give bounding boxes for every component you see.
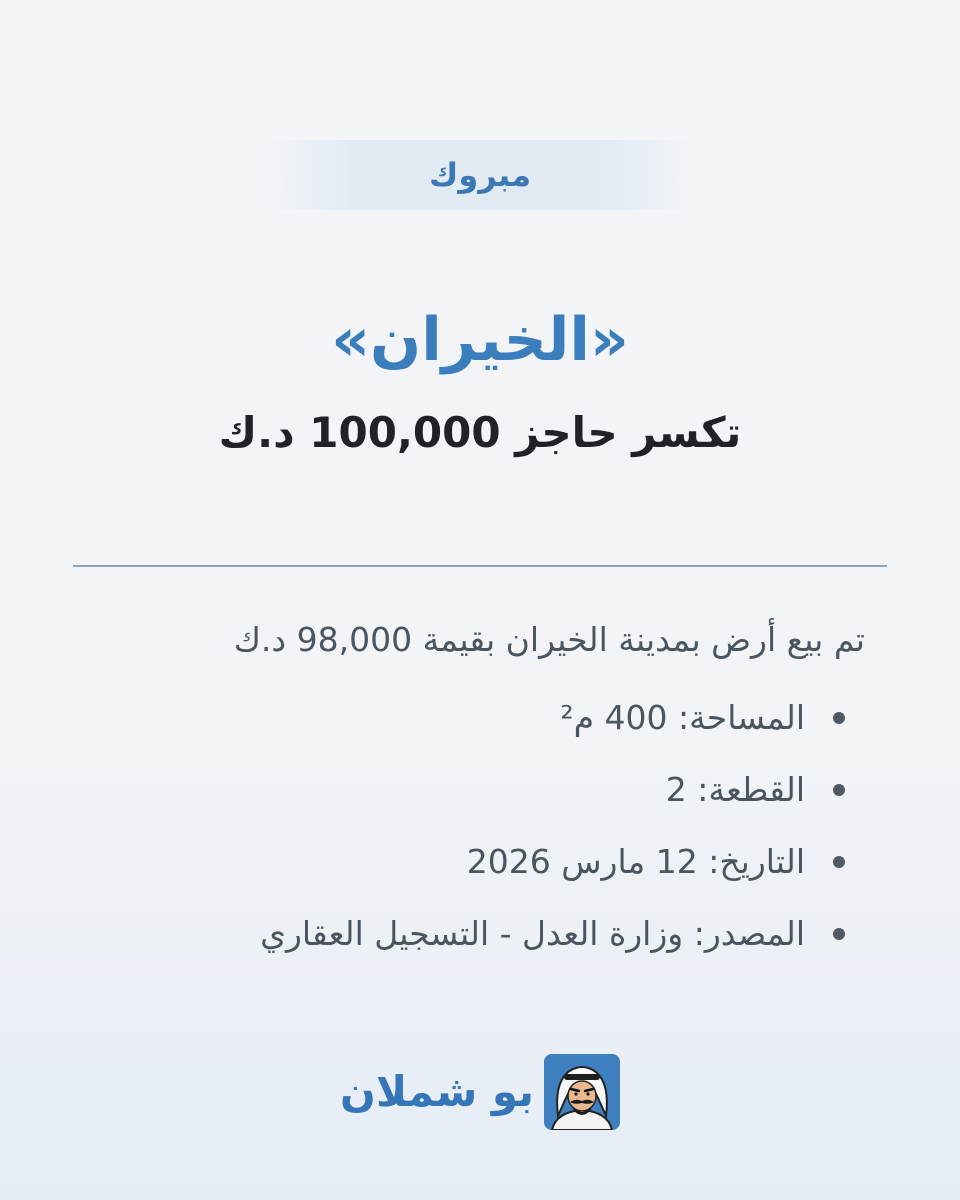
- brand-name: بو شملان: [340, 1067, 534, 1116]
- bearded-man-avatar-icon: [544, 1054, 620, 1130]
- bullet-icon: [833, 856, 845, 868]
- detail-text: المصدر: وزارة العدل - التسجيل العقاري: [260, 914, 805, 953]
- detail-item-plot: [85, 754, 845, 826]
- summary-text: تم بيع أرض بمدينة الخيران بقيمة 98,000 د.ك: [233, 620, 865, 659]
- badge-text: مبروك: [429, 156, 531, 194]
- detail-item-source: [85, 898, 845, 970]
- details-list: [85, 682, 845, 970]
- detail-text: التاريخ: 12 مارس 2026: [466, 842, 805, 881]
- detail-text: المساحة: 400 م²: [560, 698, 805, 737]
- brand-signature: [0, 1052, 960, 1132]
- congrats-badge: [265, 140, 695, 210]
- subheadline: تكسر حاجز 100,000 د.ك: [218, 408, 742, 457]
- bullet-icon: [833, 928, 845, 940]
- detail-item-area: [85, 682, 845, 754]
- bullet-icon: [833, 712, 845, 724]
- bullet-icon: [833, 784, 845, 796]
- headline: «الخيران»: [331, 305, 629, 375]
- divider: [73, 565, 887, 567]
- detail-item-date: [85, 826, 845, 898]
- detail-text: القطعة: 2: [665, 770, 805, 809]
